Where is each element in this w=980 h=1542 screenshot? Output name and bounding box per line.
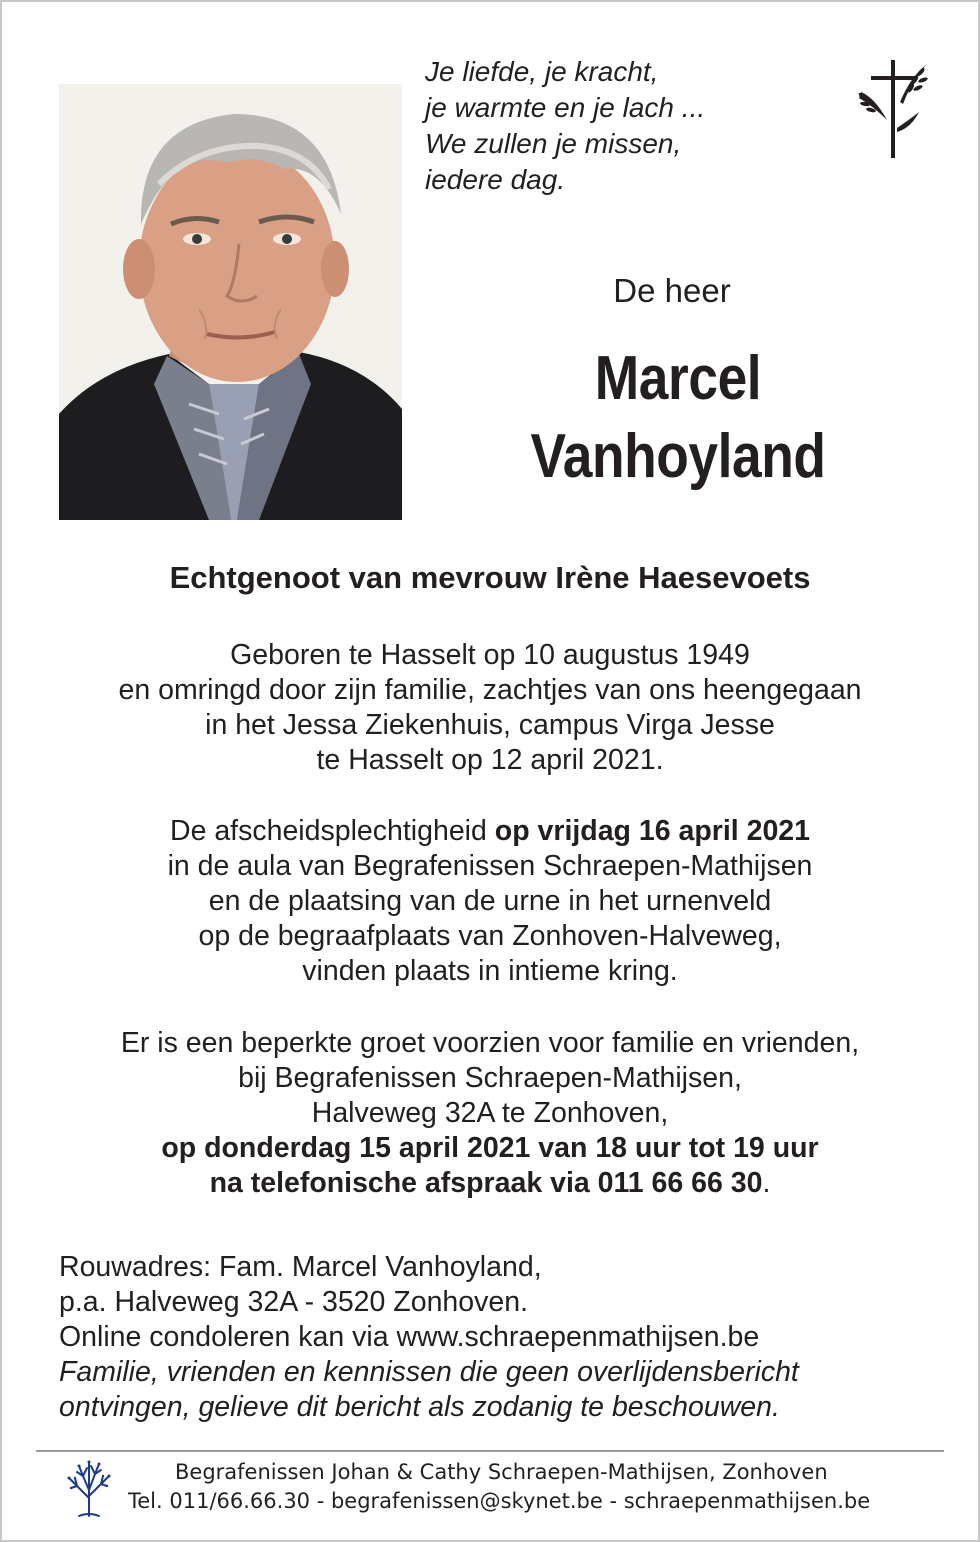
birth-block — [0, 638, 980, 778]
text-line: in de aula van Begrafenissen Schraepen-Mathijsen — [167, 850, 813, 882]
footer-divider — [36, 1450, 944, 1452]
last-name: Vanhoyland — [530, 422, 826, 491]
text-line: te Hasselt op 12 april 2021. — [316, 744, 664, 776]
portrait-photo — [59, 84, 402, 520]
text-line: op de begraafplaats van Zonhoven-Halveweg, — [198, 920, 782, 952]
text-line-italic: ontvingen, gelieve dit bericht als zodanig te beschouwen. — [59, 1391, 780, 1423]
spouse-line: Echtgenoot van mevrouw Irène Haesevoets — [169, 560, 811, 595]
text-line: p.a. Halveweg 32A - 3520 Zonhoven. — [59, 1286, 528, 1318]
text-line: Halveweg 32A te Zonhoven, — [311, 1097, 669, 1129]
cross-with-wheat-icon — [853, 58, 931, 160]
text-line: en de plaatsing van de urne in het urnenveld — [208, 885, 772, 917]
text-line: Online condoleren kan via www.schraepenmathijsen.be — [59, 1321, 760, 1353]
visit-phone: na telefonische afspraak via 011 66 66 30 — [209, 1167, 763, 1199]
text-line: Er is een beperkte groet voorzien voor familie en vrienden, — [120, 1027, 860, 1059]
visit-block — [0, 1026, 980, 1201]
poem-line: je warmte en je lach ... — [425, 92, 706, 123]
text-line: en omringd door zijn familie, zachtjes van ons heengegaan — [118, 674, 862, 706]
text-line-bold — [0, 1166, 980, 1201]
funeral-home-name: Begrafenissen Johan & Cathy Schraepen-Mathijsen, Zonhoven — [175, 1460, 828, 1484]
visit-date: op donderdag 15 april 2021 van 18 uur tot 19 uur — [161, 1132, 819, 1164]
text-line: in het Jessa Ziekenhuis, campus Virga Jesse — [205, 709, 775, 741]
ceremony-date: op vrijdag 16 april 2021 — [494, 815, 811, 847]
text-line: bij Begrafenissen Schraepen-Mathijsen, — [238, 1062, 742, 1094]
text-line: Rouwadres: Fam. Marcel Vanhoyland, — [59, 1251, 542, 1283]
contact-block — [59, 1250, 799, 1425]
first-name: Marcel — [594, 344, 762, 413]
text-line: Geboren te Hasselt op 10 augustus 1949 — [230, 639, 750, 671]
text-line: vinden plaats in intieme kring. — [302, 955, 678, 987]
visit-suffix: . — [762, 1167, 771, 1199]
poem-line: Je liefde, je kracht, — [425, 56, 659, 87]
poem — [425, 54, 705, 198]
ceremony-prefix: De afscheidsplechtigheid — [169, 815, 495, 847]
text-line-italic: Familie, vrienden en kennissen die geen overlijdensbericht — [59, 1356, 799, 1388]
ceremony-block — [0, 814, 980, 989]
funeral-home-contact: Tel. 011/66.66.30 - begrafenissen@skynet.be - schraepenmathijsen.be — [128, 1489, 871, 1513]
poem-line: We zullen je missen, — [425, 128, 682, 159]
deceased-name — [506, 340, 850, 496]
text-line — [0, 814, 980, 849]
salutation: De heer — [613, 272, 731, 309]
poem-line: iedere dag. — [425, 164, 566, 195]
text-line-bold — [0, 1131, 980, 1166]
tree-icon — [63, 1458, 115, 1518]
